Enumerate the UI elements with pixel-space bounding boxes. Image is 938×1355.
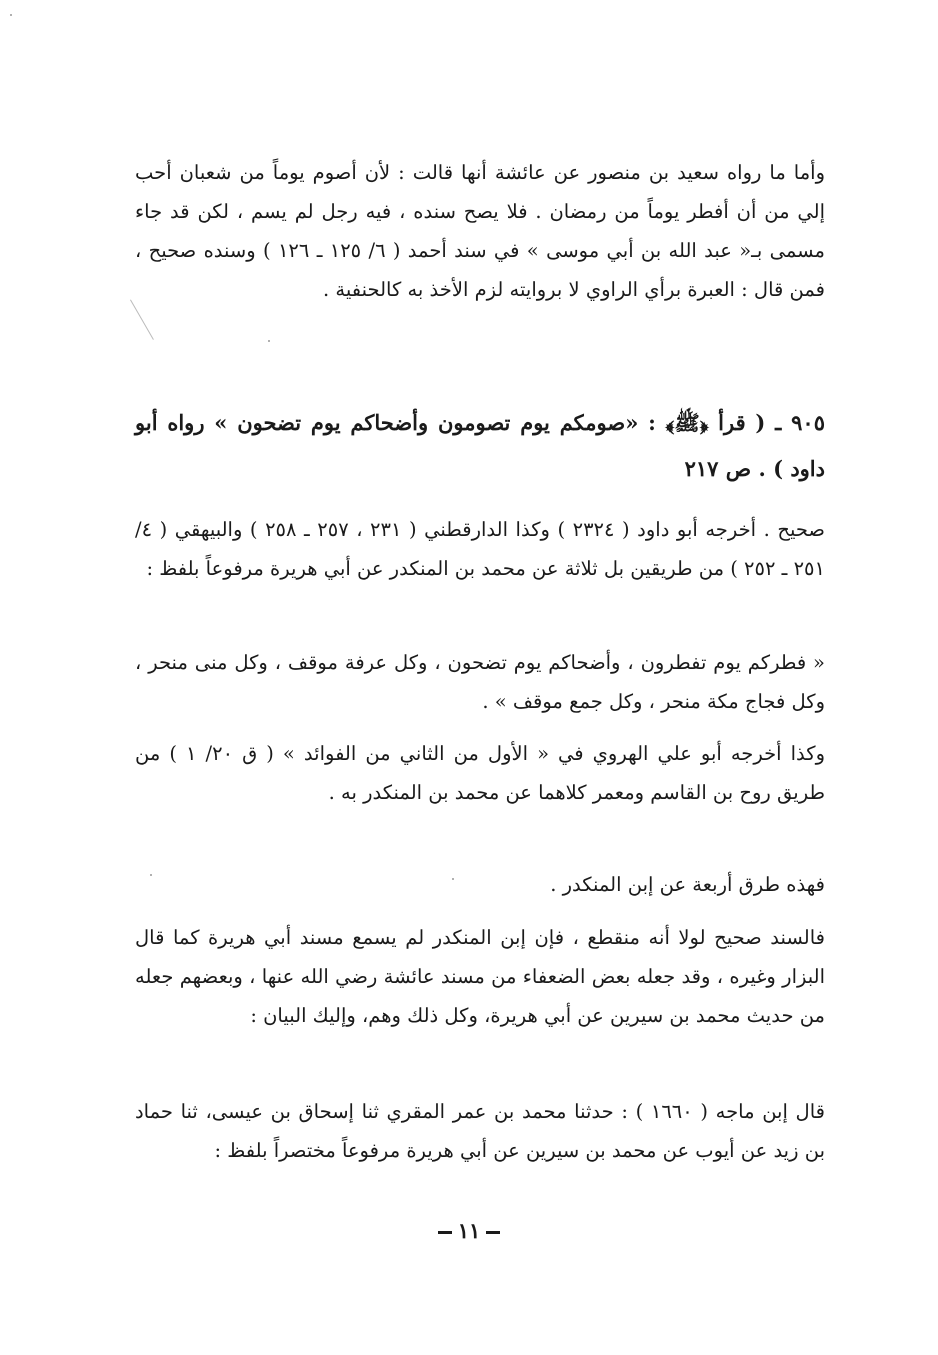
page-number-value: ١١ — [457, 1218, 481, 1243]
hadith-heading: ٩٠٥ ـ ( قرأ ﴿ﷺ﴾ : «صومكم يوم تصومون وأضحاكم يوم تضحون » رواه أبو داود ) . ص ٢١٧ — [135, 410, 825, 481]
scan-speck — [268, 340, 270, 342]
dash-left — [486, 1231, 500, 1234]
dash-right — [438, 1231, 452, 1234]
scan-speck — [452, 878, 454, 880]
hadith-heading-block — [135, 400, 825, 492]
paragraph-takhrij — [135, 510, 825, 588]
paragraph-hadith-text — [135, 643, 825, 721]
paragraph-ibn-majah — [135, 1092, 825, 1170]
paragraph-3: « فطركم يوم تفطرون ، وأضحاكم يوم تضحون ، وكل عرفة موقف ، وكل منى منحر ، وكل فجاج مكة منحر ، وكل جمع موقف » . — [135, 651, 825, 713]
paragraph-harawi — [135, 734, 825, 812]
paragraph-6: فالسند صحيح لولا أنه منقطع ، فإن إبن المنكدر لم يسمع مسند أبي هريرة كما قال البزار وغيره ، وقد جعله بعض الضعفاء من مسند عائشة رضي الله عنها ، وبعضهم جعله من حديث محمد بن سيرين عن أبي هريرة، وكل ذلك وهم، وإليك البيان : — [135, 926, 825, 1027]
page-number — [0, 1218, 938, 1243]
scan-speck — [150, 874, 152, 876]
paragraph-intro — [135, 153, 825, 309]
paragraph-1: وأما ما رواه سعيد بن منصور عن عائشة أنها قالت : لأن أصوم يوماً من شعبان أحب إلي من أن أفطر يوماً من رمضان . فلا يصح سنده ، فيه رجل لم يسم ، لكن قد جاء مسمى بـ« عبد الله بن أبي موسى » في سند أحمد ( ٦/ ١٢٥ ـ ١٢٦ ) وسنده صحيح ، فمن قال : العبرة برأي الراوي لا بروايته لزم الأخذ به كالحنفية . — [135, 161, 825, 301]
paragraph-5: فهذه طرق أربعة عن إبن المنكدر . — [550, 873, 825, 896]
paragraph-2: صحيح . أخرجه أبو داود ( ٢٣٢٤ ) وكذا الدارقطني ( ٢٣١ ، ٢٥٧ ـ ٢٥٨ ) والبيهقي ( ٤/ ٢٥١ ـ ٢٥٢ ) من طريقين بل ثلاثة عن محمد بن المنكدر عن أبي هريرة مرفوعاً بلفظ : — [135, 518, 825, 580]
paragraph-analysis — [135, 918, 825, 1035]
scan-speck — [10, 14, 12, 16]
paragraph-summary — [135, 865, 825, 904]
paragraph-4: وكذا أخرجه أبو علي الهروي في « الأول من الثاني من الفوائد » ( ق ٢٠/ ١ ) من طريق روح بن القاسم ومعمر كلاهما عن محمد بن المنكدر به . — [135, 742, 825, 804]
paragraph-7: قال إبن ماجه ( ١٦٦٠ ) : حدثنا محمد بن عمر المقري ثنا إسحاق بن عيسى، ثنا حماد بن زيد عن أيوب عن محمد بن سيرين عن أبي هريرة مرفوعاً مختصراً بلفظ : — [135, 1100, 825, 1162]
